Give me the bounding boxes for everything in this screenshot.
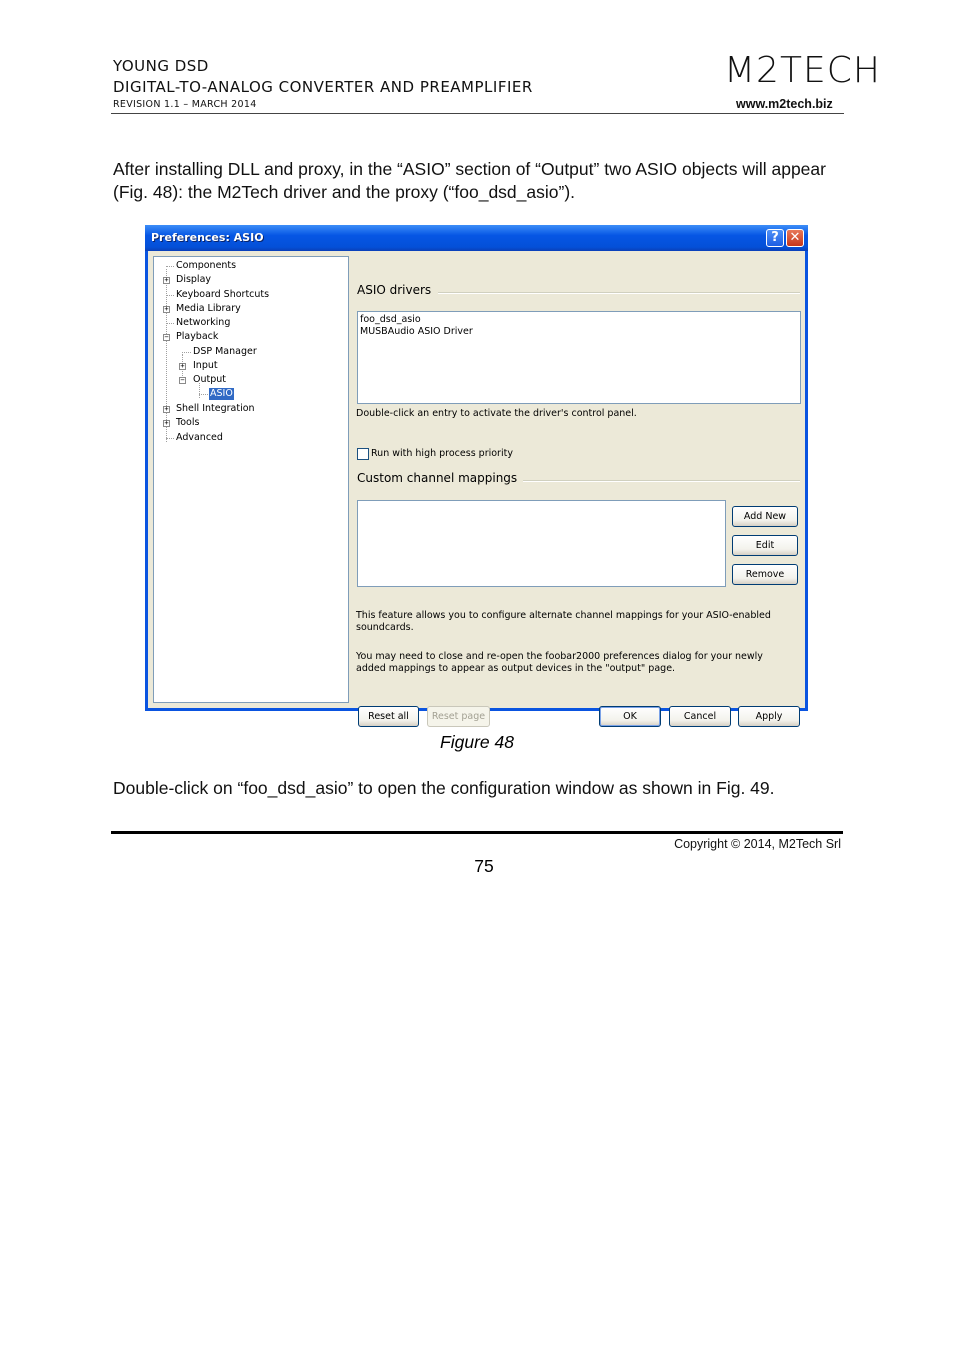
tree-connector	[166, 438, 174, 439]
help-button[interactable]: ?	[766, 229, 784, 247]
channel-mappings-heading: Custom channel mappings	[357, 471, 523, 485]
doc-title: YOUNG DSD	[113, 57, 209, 75]
dialog-titlebar[interactable]	[145, 225, 808, 251]
footer-divider	[111, 831, 843, 834]
list-item[interactable]: foo_dsd_asio	[360, 314, 421, 325]
tree-item-display[interactable]: Display	[176, 274, 212, 285]
tree-item-shell-integration[interactable]: Shell Integration	[176, 403, 255, 414]
expand-icon[interactable]: +	[164, 305, 169, 313]
brand-logo: M2TECH	[724, 50, 881, 91]
collapse-icon[interactable]: −	[180, 376, 185, 384]
intro-paragraph: After installing DLL and proxy, in the “ASIO” section of “Output” two ASIO objects will appear (Fig. 48): the M2Tech driver and the proxy (“foo_dsd_asio”).	[113, 159, 826, 202]
expand-icon[interactable]: +	[164, 276, 169, 284]
reset-page-button[interactable]: Reset page	[427, 706, 490, 727]
apply-button[interactable]: Apply	[738, 706, 800, 727]
header-divider	[111, 113, 844, 114]
tree-connector	[182, 352, 191, 353]
page-number: 75	[474, 856, 494, 876]
doc-revision: REVISION 1.1 – MARCH 2014	[113, 99, 257, 110]
close-button[interactable]	[786, 229, 804, 247]
preferences-dialog	[145, 225, 808, 722]
tree-item-advanced[interactable]: Advanced	[176, 432, 223, 443]
expand-icon[interactable]: +	[164, 405, 169, 413]
list-item[interactable]: MUSBAudio ASIO Driver	[360, 326, 473, 337]
dialog-body	[148, 251, 805, 722]
edit-button[interactable]: Edit	[732, 535, 798, 556]
high-priority-label: Run with high process priority	[371, 448, 513, 459]
copyright-notice: Copyright © 2014, M2Tech Srl	[674, 837, 841, 851]
tree-item-keyboard-shortcuts[interactable]: Keyboard Shortcuts	[176, 289, 270, 300]
tree-item-output[interactable]: Output	[193, 374, 226, 385]
dialog-title: Preferences: ASIO	[151, 231, 264, 244]
website-link[interactable]: www.m2tech.biz	[736, 97, 833, 111]
tree-connector	[166, 295, 174, 296]
asio-drivers-heading: ASIO drivers	[357, 283, 437, 297]
asio-driver-list[interactable]	[357, 311, 801, 404]
tree-item-tools[interactable]: Tools	[176, 417, 200, 428]
add-new-button[interactable]: Add New	[732, 506, 798, 527]
tree-connector	[166, 266, 174, 267]
group-divider	[438, 292, 800, 294]
tree-connector	[166, 323, 174, 324]
tree-item-input[interactable]: Input	[193, 360, 218, 371]
asio-hint-text: Double-click an entry to activate the driver's control panel.	[356, 408, 637, 419]
reopen-info-text: You may need to close and re-open the foobar2000 preferences dialog for your newly added mappings to appear as output devices in the "output" page.	[356, 651, 763, 674]
expand-icon[interactable]: +	[164, 419, 169, 427]
close-icon: ✕	[789, 230, 801, 245]
figure-caption: Figure 48	[440, 732, 514, 752]
preferences-tree[interactable]	[153, 256, 349, 703]
channel-mapping-list[interactable]	[357, 500, 726, 587]
tree-item-media-library[interactable]: Media Library	[176, 303, 241, 314]
ok-button[interactable]: OK	[599, 706, 661, 727]
mapping-info-text: This feature allows you to configure alternate channel mappings for your ASIO-enabled soundcards.	[356, 610, 771, 633]
tree-item-playback[interactable]: Playback	[176, 331, 219, 342]
instruction-paragraph: Double-click on “foo_dsd_asio” to open the configuration window as shown in Fig. 49.	[113, 778, 775, 798]
group-divider	[520, 480, 800, 482]
high-priority-checkbox[interactable]	[357, 448, 369, 460]
reset-all-button[interactable]: Reset all	[358, 706, 419, 727]
remove-button[interactable]: Remove	[732, 564, 798, 585]
tree-item-dsp-manager[interactable]: DSP Manager	[193, 346, 257, 357]
tree-item-components[interactable]: Components	[176, 260, 237, 271]
doc-subtitle: DIGITAL-TO-ANALOG CONVERTER AND PREAMPLIFIER	[113, 78, 533, 96]
expand-icon[interactable]: +	[180, 362, 185, 370]
tree-connector	[199, 394, 208, 395]
collapse-icon[interactable]: −	[164, 333, 169, 341]
tree-item-asio[interactable]: ASIO	[210, 388, 233, 399]
tree-item-networking[interactable]: Networking	[176, 317, 231, 328]
cancel-button[interactable]: Cancel	[669, 706, 731, 727]
